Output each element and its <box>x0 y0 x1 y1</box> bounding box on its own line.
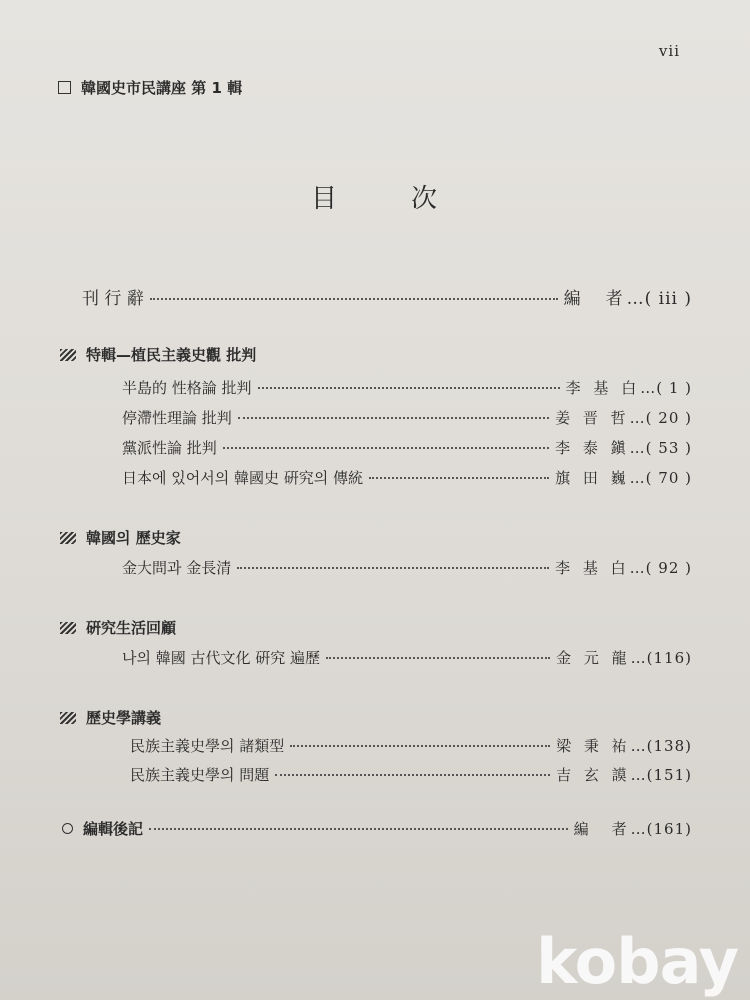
checkbox-icon <box>58 81 71 94</box>
entry-page: …(161) <box>630 820 692 838</box>
entry-author: 編 者 <box>563 289 627 309</box>
entry-page: …( iii ) <box>626 289 692 309</box>
dot-leader <box>237 567 549 569</box>
dot-leader <box>290 745 550 747</box>
series-title <box>58 77 242 98</box>
entry-title: 金大問과 金長清 <box>122 559 232 577</box>
hatched-square-icon <box>60 349 76 361</box>
dot-leader <box>238 417 549 419</box>
section-heading: 特輯—植民主義史觀 批判 <box>60 344 256 365</box>
entry-title: 民族主義史學의 問題 <box>130 766 270 784</box>
entry-author: 李 基 白 <box>565 379 641 397</box>
section-heading: 硏究生活回顧 <box>60 617 176 638</box>
title-char-2: 次 <box>411 184 440 214</box>
toc-entry <box>130 735 692 756</box>
dot-leader <box>275 774 550 776</box>
watermark: kobay <box>536 925 738 998</box>
dot-leader <box>326 657 550 659</box>
entry-title: 半島的 性格論 批判 <box>122 379 252 397</box>
toc-entry <box>122 407 692 428</box>
toc-entry-preface <box>82 284 692 309</box>
entry-page: …( 70 ) <box>629 469 692 487</box>
entry-title: 日本에 있어서의 韓國史 硏究의 傳統 <box>122 469 364 487</box>
dot-leader <box>150 298 558 300</box>
hatched-square-icon <box>60 532 76 544</box>
toc-entry <box>122 437 692 458</box>
toc-entry <box>122 557 692 578</box>
entry-title: 民族主義史學의 諸類型 <box>130 737 285 755</box>
entry-title: 刊 行 辭 <box>82 289 144 309</box>
toc-entry <box>122 377 692 398</box>
toc-entry <box>130 764 692 785</box>
page-title <box>0 178 750 215</box>
entry-author: 梁 秉 祐 <box>556 737 631 755</box>
entry-page: …( 1 ) <box>640 379 692 397</box>
entry-page: …( 20 ) <box>629 409 692 427</box>
entry-author: 姜 晋 哲 <box>555 409 630 427</box>
dot-leader <box>369 477 549 479</box>
entry-title: 黨派性論 批判 <box>122 439 217 457</box>
toc-entry <box>122 647 692 668</box>
section-heading: 歷史學講義 <box>60 707 161 728</box>
dot-leader <box>258 387 560 389</box>
entry-page: …( 92 ) <box>629 559 692 577</box>
circle-icon <box>62 823 73 834</box>
title-char-1: 目 <box>310 184 339 214</box>
page-number: vii <box>658 42 680 60</box>
series-label: 韓國史市民講座 第 1 輯 <box>81 79 243 97</box>
entry-author: 李 基 白 <box>555 559 630 577</box>
dot-leader <box>223 447 549 449</box>
toc-entry-afterword <box>62 818 692 839</box>
hatched-square-icon <box>60 712 76 724</box>
hatched-square-icon <box>60 622 76 634</box>
entry-author: 編 者 <box>573 820 631 838</box>
entry-author: 李 泰 鎭 <box>555 439 630 457</box>
entry-page: …(138) <box>630 737 692 755</box>
dot-leader <box>149 828 568 830</box>
entry-author: 金 元 龍 <box>556 649 631 667</box>
entry-author: 吉 玄 謨 <box>556 766 631 784</box>
entry-page: …(151) <box>630 766 692 784</box>
entry-title: 編輯後記 <box>83 820 144 838</box>
entry-title: 나의 韓國 古代文化 硏究 遍歷 <box>122 649 321 667</box>
toc-entry <box>122 467 692 488</box>
entry-author: 旗 田 巍 <box>555 469 630 487</box>
section-heading: 韓國의 歷史家 <box>60 527 181 548</box>
entry-title: 停滯性理論 批判 <box>122 409 232 427</box>
entry-page: …( 53 ) <box>629 439 692 457</box>
entry-page: …(116) <box>630 649 692 667</box>
